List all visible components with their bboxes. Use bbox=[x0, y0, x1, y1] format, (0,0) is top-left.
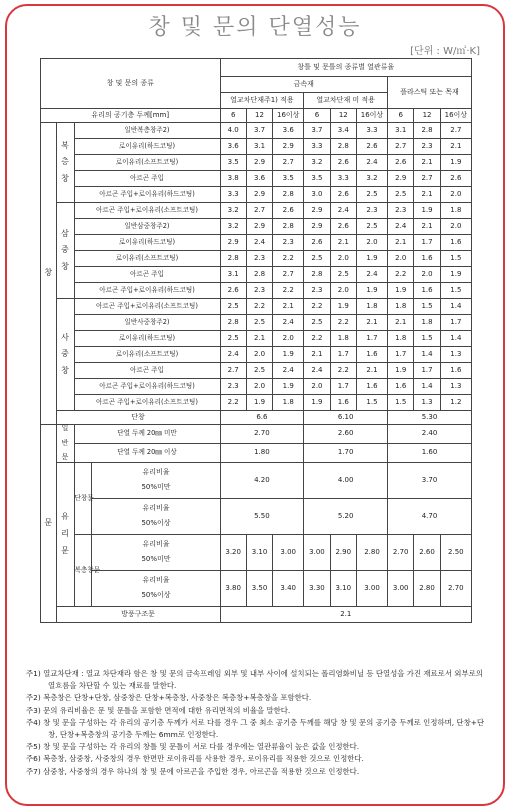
u-value: 3.7 bbox=[246, 123, 272, 139]
u-value: 1.5 bbox=[440, 251, 471, 267]
u-value: 6.10 bbox=[304, 411, 388, 425]
u-value: 3.70 bbox=[388, 462, 472, 498]
u-value: 2.4 bbox=[356, 155, 387, 171]
u-value: 3.2 bbox=[304, 155, 330, 171]
u-value: 2.9 bbox=[246, 219, 272, 235]
door-type-name: 단열 두께 20㎜ 미만 bbox=[74, 425, 220, 444]
u-value: 2.1 bbox=[414, 155, 440, 171]
header-kind: 창 및 문의 종류 bbox=[41, 59, 221, 109]
insulation-table bbox=[40, 58, 472, 623]
header-gap: 12 bbox=[330, 109, 356, 123]
u-value: 2.0 bbox=[388, 251, 414, 267]
u-value: 1.7 bbox=[356, 331, 387, 347]
u-value: 3.1 bbox=[388, 123, 414, 139]
u-value: 4.70 bbox=[388, 498, 472, 534]
u-value: 2.2 bbox=[330, 315, 356, 331]
u-value: 2.2 bbox=[330, 363, 356, 379]
u-value: 1.5 bbox=[440, 283, 471, 299]
table-row bbox=[41, 139, 472, 155]
glass-type-name: 로이유리(소프트코팅) bbox=[74, 155, 220, 171]
u-value: 2.40 bbox=[388, 425, 472, 444]
u-value: 1.6 bbox=[440, 235, 471, 251]
glass-type-name: 아르곤 주입+로이유리(소프트코팅) bbox=[74, 203, 220, 219]
u-value: 1.7 bbox=[440, 315, 471, 331]
glass-type-name: 아르곤 주입+로이유리(소프트코팅) bbox=[74, 395, 220, 411]
u-value: 3.5 bbox=[220, 155, 246, 171]
u-value: 2.7 bbox=[246, 203, 272, 219]
u-value: 1.3 bbox=[440, 379, 471, 395]
table-row bbox=[41, 203, 472, 219]
table-row bbox=[41, 570, 472, 606]
u-value: 3.6 bbox=[246, 171, 272, 187]
u-value: 1.8 bbox=[356, 299, 387, 315]
glass-type-name: 아르곤 주입+로이유리(하드코팅) bbox=[74, 379, 220, 395]
subcategory-label: 복 층 창 bbox=[56, 123, 74, 203]
u-value: 1.9 bbox=[440, 267, 471, 283]
u-value: 1.2 bbox=[440, 395, 471, 411]
u-value: 2.2 bbox=[304, 331, 330, 347]
u-value: 2.6 bbox=[304, 235, 330, 251]
glass-type-name: 일반복층창주2) bbox=[74, 123, 220, 139]
u-value: 3.50 bbox=[246, 570, 272, 606]
u-value: 2.1 bbox=[440, 139, 471, 155]
table-row bbox=[41, 462, 472, 498]
u-value: 1.7 bbox=[388, 347, 414, 363]
header-frame-type: 창틀 및 문틀의 종류별 열관류율 bbox=[220, 59, 471, 77]
header-gap: 6 bbox=[304, 109, 330, 123]
u-value: 2.6 bbox=[356, 139, 387, 155]
table-row bbox=[41, 425, 472, 444]
u-value: 1.4 bbox=[414, 379, 440, 395]
u-value: 2.3 bbox=[388, 203, 414, 219]
u-value: 2.1 bbox=[356, 363, 387, 379]
u-value: 1.9 bbox=[356, 251, 387, 267]
u-value: 2.2 bbox=[388, 267, 414, 283]
u-value: 2.5 bbox=[356, 187, 387, 203]
fire-door-label: 방풍구조문 bbox=[56, 606, 220, 622]
u-value: 1.5 bbox=[388, 395, 414, 411]
u-value: 2.1 bbox=[220, 606, 471, 622]
u-value: 2.60 bbox=[414, 534, 440, 570]
u-value: 2.5 bbox=[388, 187, 414, 203]
u-value: 1.9 bbox=[388, 283, 414, 299]
header-thermal-break-no: 열교차단재 미 적용 bbox=[304, 93, 388, 109]
u-value: 3.10 bbox=[246, 534, 272, 570]
u-value: 2.50 bbox=[440, 534, 471, 570]
u-value: 6.6 bbox=[220, 411, 304, 425]
u-value: 2.1 bbox=[273, 299, 304, 315]
u-value: 2.2 bbox=[304, 299, 330, 315]
u-value: 1.3 bbox=[414, 395, 440, 411]
u-value: 2.70 bbox=[220, 425, 304, 444]
u-value: 1.4 bbox=[414, 347, 440, 363]
u-value: 2.0 bbox=[440, 187, 471, 203]
u-value: 4.0 bbox=[220, 123, 246, 139]
u-value: 1.9 bbox=[414, 203, 440, 219]
u-value: 2.7 bbox=[440, 123, 471, 139]
u-value: 2.9 bbox=[246, 155, 272, 171]
glass-ratio: 유리비율 50%이상 bbox=[92, 498, 220, 534]
u-value: 3.8 bbox=[220, 171, 246, 187]
u-value: 2.4 bbox=[273, 315, 304, 331]
glass-type-name: 로이유리(하드코팅) bbox=[74, 139, 220, 155]
u-value: 2.3 bbox=[246, 251, 272, 267]
glass-ratio: 유리비율 50%미만 bbox=[92, 462, 220, 498]
footnote: 주1) 열교차단재 : 열교 차단재라 함은 창 및 문의 금속프레임 외부 및 내부 사이에 설치되는 폴리염화비닐 등 단열성을 가진 재료로서 외부로의 열흐름을 차단할 수 있는 재료를 말한다. bbox=[26, 669, 483, 691]
u-value: 2.4 bbox=[356, 267, 387, 283]
u-value: 2.2 bbox=[273, 251, 304, 267]
u-value: 2.4 bbox=[304, 363, 330, 379]
glass-ratio: 유리비율 50%이상 bbox=[92, 570, 220, 606]
u-value: 3.3 bbox=[304, 139, 330, 155]
u-value: 2.0 bbox=[330, 251, 356, 267]
u-value: 2.3 bbox=[220, 379, 246, 395]
u-value: 2.4 bbox=[388, 219, 414, 235]
glass-type-name: 아르곤 주입+로이유리(하드코팅) bbox=[74, 283, 220, 299]
u-value: 2.5 bbox=[356, 219, 387, 235]
u-value: 2.1 bbox=[414, 187, 440, 203]
footnote: 주5) 창 및 문을 구성하는 각 유리의 창틀 및 문틀이 서로 다를 경우에는 열관류율이 높은 값을 인정한다. bbox=[26, 742, 360, 752]
u-value: 3.5 bbox=[273, 171, 304, 187]
u-value: 2.6 bbox=[440, 171, 471, 187]
u-value: 2.0 bbox=[246, 379, 272, 395]
u-value: 3.80 bbox=[220, 570, 246, 606]
header-gap: 12 bbox=[246, 109, 272, 123]
table-row bbox=[41, 443, 472, 462]
u-value: 2.5 bbox=[330, 267, 356, 283]
u-value: 4.20 bbox=[220, 462, 304, 498]
u-value: 2.3 bbox=[273, 235, 304, 251]
category-door: 문 bbox=[41, 425, 57, 623]
glass-type-name: 아르곤 주입+로이유리(하드코팅) bbox=[74, 187, 220, 203]
u-value: 2.0 bbox=[356, 235, 387, 251]
table-row bbox=[41, 395, 472, 411]
u-value: 2.5 bbox=[304, 315, 330, 331]
glass-door-label: 유 리 문 bbox=[56, 462, 74, 606]
u-value: 1.6 bbox=[388, 379, 414, 395]
single-glass-door-label: 단창문 bbox=[74, 462, 92, 534]
table-row bbox=[41, 315, 472, 331]
table-row bbox=[41, 299, 472, 315]
table-row bbox=[41, 235, 472, 251]
u-value: 1.8 bbox=[388, 299, 414, 315]
table-row bbox=[41, 331, 472, 347]
u-value: 2.8 bbox=[220, 251, 246, 267]
u-value: 2.1 bbox=[246, 331, 272, 347]
u-value: 2.4 bbox=[246, 235, 272, 251]
u-value: 1.4 bbox=[440, 299, 471, 315]
u-value: 2.7 bbox=[414, 171, 440, 187]
u-value: 1.8 bbox=[330, 331, 356, 347]
u-value: 3.00 bbox=[388, 570, 414, 606]
u-value: 2.5 bbox=[220, 299, 246, 315]
u-value: 1.80 bbox=[220, 443, 304, 462]
u-value: 3.3 bbox=[220, 187, 246, 203]
u-value: 2.7 bbox=[273, 155, 304, 171]
u-value: 2.6 bbox=[220, 283, 246, 299]
u-value: 3.4 bbox=[330, 123, 356, 139]
u-value: 1.7 bbox=[330, 379, 356, 395]
u-value: 2.9 bbox=[220, 235, 246, 251]
u-value: 1.6 bbox=[356, 379, 387, 395]
u-value: 2.9 bbox=[273, 139, 304, 155]
page-title: 창 및 문의 단열성능 bbox=[148, 15, 362, 40]
u-value: 2.1 bbox=[304, 347, 330, 363]
u-value: 3.6 bbox=[220, 139, 246, 155]
u-value: 1.3 bbox=[440, 347, 471, 363]
u-value: 2.0 bbox=[330, 283, 356, 299]
table-row bbox=[41, 171, 472, 187]
u-value: 2.0 bbox=[273, 331, 304, 347]
u-value: 1.8 bbox=[388, 331, 414, 347]
footnote: 주2) 복층창은 단창+단창, 삼중창은 단창+복층창, 사중창은 복층창+복층창을 포함한다. bbox=[26, 693, 312, 703]
table-row bbox=[41, 363, 472, 379]
header-gap: 6 bbox=[388, 109, 414, 123]
u-value: 1.8 bbox=[440, 203, 471, 219]
u-value: 2.70 bbox=[440, 570, 471, 606]
u-value: 1.9 bbox=[246, 395, 272, 411]
u-value: 3.1 bbox=[246, 139, 272, 155]
u-value: 2.80 bbox=[414, 570, 440, 606]
table-row bbox=[41, 606, 472, 622]
u-value: 2.2 bbox=[220, 395, 246, 411]
u-value: 2.9 bbox=[388, 171, 414, 187]
u-value: 1.6 bbox=[356, 347, 387, 363]
u-value: 2.8 bbox=[304, 267, 330, 283]
u-value: 2.4 bbox=[273, 363, 304, 379]
u-value: 3.3 bbox=[330, 171, 356, 187]
table-row bbox=[41, 347, 472, 363]
u-value: 2.3 bbox=[356, 203, 387, 219]
table-row bbox=[41, 498, 472, 534]
glass-type-name: 일반사중창주2) bbox=[74, 315, 220, 331]
footnote: 주7) 삼중창, 사중창의 경우 하나의 창 및 문에 아르곤을 주입한 경우, 아르곤을 적용한 것으로 인정한다. bbox=[26, 766, 360, 776]
table-row bbox=[41, 59, 472, 77]
u-value: 2.0 bbox=[440, 219, 471, 235]
u-value: 3.3 bbox=[356, 123, 387, 139]
u-value: 3.30 bbox=[304, 570, 330, 606]
header-gap: 12 bbox=[414, 109, 440, 123]
u-value: 2.8 bbox=[414, 123, 440, 139]
glass-ratio: 유리비율 50%미만 bbox=[92, 534, 220, 570]
u-value: 3.40 bbox=[273, 570, 304, 606]
category-window: 창 bbox=[41, 123, 57, 425]
glass-type-name: 로이유리(소프트코팅) bbox=[74, 251, 220, 267]
table-row bbox=[41, 267, 472, 283]
u-value: 2.9 bbox=[246, 187, 272, 203]
u-value: 2.6 bbox=[330, 155, 356, 171]
u-value: 1.7 bbox=[414, 363, 440, 379]
u-value: 2.1 bbox=[356, 315, 387, 331]
u-value: 1.5 bbox=[414, 299, 440, 315]
u-value: 2.6 bbox=[388, 155, 414, 171]
glass-type-name: 아르곤 주입 bbox=[74, 267, 220, 283]
header-gap: 16이상 bbox=[356, 109, 387, 123]
u-value: 2.6 bbox=[273, 203, 304, 219]
u-value: 1.6 bbox=[414, 283, 440, 299]
footnote: 주4) 창 및 문을 구성하는 각 유리의 공기층 두께가 서로 다를 경우 그 중 최소 공기층 두께를 해당 창 및 문의 공기층 두께로 인정하며, 단창+단창, 단창+복층창의 공기층 두께는 6mm로 인정한다. bbox=[26, 717, 485, 740]
u-value: 1.6 bbox=[330, 395, 356, 411]
u-value: 5.30 bbox=[388, 411, 472, 425]
u-value: 2.5 bbox=[220, 331, 246, 347]
u-value: 1.5 bbox=[356, 395, 387, 411]
u-value: 2.3 bbox=[304, 283, 330, 299]
double-glass-door-label: 복층창문 bbox=[74, 534, 92, 606]
u-value: 1.6 bbox=[440, 363, 471, 379]
footnote: 주3) 문의 유리비율은 문 및 문틀을 포함한 면적에 대한 유리면적의 비율을 말한다. bbox=[26, 705, 291, 715]
u-value: 3.2 bbox=[220, 203, 246, 219]
table-row bbox=[41, 187, 472, 203]
header-air-gap: 유리의 공기층 두께[mm] bbox=[41, 109, 221, 123]
table-row bbox=[41, 155, 472, 171]
u-value: 2.4 bbox=[220, 347, 246, 363]
footnotes bbox=[26, 668, 486, 778]
u-value: 2.3 bbox=[414, 139, 440, 155]
u-value: 3.00 bbox=[304, 534, 330, 570]
u-value: 1.8 bbox=[414, 315, 440, 331]
u-value: 1.5 bbox=[414, 331, 440, 347]
u-value: 2.0 bbox=[304, 379, 330, 395]
u-value: 1.9 bbox=[304, 395, 330, 411]
u-value: 1.9 bbox=[356, 283, 387, 299]
glass-type-name: 아르곤 주입 bbox=[74, 363, 220, 379]
table-row bbox=[41, 251, 472, 267]
u-value: 2.0 bbox=[414, 267, 440, 283]
glass-type-name: 로이유리(하드코팅) bbox=[74, 235, 220, 251]
u-value: 3.0 bbox=[304, 187, 330, 203]
u-value: 2.2 bbox=[246, 299, 272, 315]
glass-type-name: 일반삼중창주2) bbox=[74, 219, 220, 235]
subcategory-label: 사 중 창 bbox=[56, 299, 74, 411]
u-value: 2.9 bbox=[304, 219, 330, 235]
u-value: 2.90 bbox=[330, 534, 356, 570]
u-value: 2.2 bbox=[273, 283, 304, 299]
glass-type-name: 로이유리(하드코팅) bbox=[74, 331, 220, 347]
u-value: 2.80 bbox=[356, 534, 387, 570]
u-value: 5.50 bbox=[220, 498, 304, 534]
table-row bbox=[41, 123, 472, 139]
u-value: 2.1 bbox=[388, 315, 414, 331]
table-row bbox=[41, 534, 472, 570]
header-plastic-wood: 플라스틱 또는 목재 bbox=[388, 77, 472, 109]
glass-type-name: 로이유리(소프트코팅) bbox=[74, 347, 220, 363]
u-value: 2.8 bbox=[330, 139, 356, 155]
header-metal: 금속재 bbox=[220, 77, 388, 93]
header-gap: 16이상 bbox=[440, 109, 471, 123]
u-value: 1.8 bbox=[273, 395, 304, 411]
u-value: 2.5 bbox=[246, 315, 272, 331]
header-gap: 16이상 bbox=[273, 109, 304, 123]
header-thermal-break-yes: 열교차단재주1) 적용 bbox=[220, 93, 304, 109]
subcategory-label: 삼 중 창 bbox=[56, 203, 74, 299]
u-value: 2.7 bbox=[388, 139, 414, 155]
u-value: 2.7 bbox=[220, 363, 246, 379]
u-value: 1.7 bbox=[414, 235, 440, 251]
u-value: 3.00 bbox=[273, 534, 304, 570]
u-value: 3.20 bbox=[220, 534, 246, 570]
u-value: 2.5 bbox=[246, 363, 272, 379]
u-value: 2.5 bbox=[304, 251, 330, 267]
u-value: 3.10 bbox=[330, 570, 356, 606]
u-value: 2.60 bbox=[304, 425, 388, 444]
u-value: 2.9 bbox=[304, 203, 330, 219]
single-door-label: 일 반 문 bbox=[56, 425, 74, 463]
u-value: 1.9 bbox=[388, 363, 414, 379]
u-value: 5.20 bbox=[304, 498, 388, 534]
u-value: 2.7 bbox=[273, 267, 304, 283]
u-value: 1.60 bbox=[388, 443, 472, 462]
door-type-name: 단열 두께 20㎜ 이상 bbox=[74, 443, 220, 462]
u-value: 1.6 bbox=[414, 251, 440, 267]
u-value: 2.1 bbox=[414, 219, 440, 235]
u-value: 1.4 bbox=[440, 331, 471, 347]
u-value: 3.5 bbox=[304, 171, 330, 187]
u-value: 1.9 bbox=[330, 299, 356, 315]
table-row bbox=[41, 283, 472, 299]
header-gap: 6 bbox=[220, 109, 246, 123]
glass-type-name: 아르곤 주입+로이유리(소프트코팅) bbox=[74, 299, 220, 315]
u-value: 2.1 bbox=[388, 235, 414, 251]
u-value: 2.4 bbox=[330, 203, 356, 219]
u-value: 3.00 bbox=[356, 570, 387, 606]
u-value: 2.6 bbox=[330, 219, 356, 235]
unit-label: [단위 : W/㎡·K] bbox=[410, 46, 480, 57]
u-value: 2.8 bbox=[273, 219, 304, 235]
u-value: 2.1 bbox=[330, 235, 356, 251]
footnote: 주6) 복층창, 삼중창, 사중창의 경우 한면만 로이유리를 사용한 경우, 로이유리를 적용한 것으로 인정한다. bbox=[26, 754, 364, 764]
single-window-label: 단창 bbox=[56, 411, 220, 425]
u-value: 2.70 bbox=[388, 534, 414, 570]
u-value: 3.2 bbox=[220, 219, 246, 235]
u-value: 4.00 bbox=[304, 462, 388, 498]
u-value: 1.9 bbox=[273, 379, 304, 395]
u-value: 3.6 bbox=[273, 123, 304, 139]
u-value: 1.70 bbox=[304, 443, 388, 462]
u-value: 1.9 bbox=[273, 347, 304, 363]
table-row bbox=[41, 219, 472, 235]
u-value: 3.7 bbox=[304, 123, 330, 139]
u-value: 1.9 bbox=[440, 155, 471, 171]
glass-type-name: 아르곤 주입 bbox=[74, 171, 220, 187]
table-row bbox=[41, 379, 472, 395]
u-value: 3.1 bbox=[220, 267, 246, 283]
table-row bbox=[41, 411, 472, 425]
u-value: 2.8 bbox=[220, 315, 246, 331]
u-value: 2.8 bbox=[273, 187, 304, 203]
u-value: 2.6 bbox=[330, 187, 356, 203]
u-value: 2.0 bbox=[246, 347, 272, 363]
table-row bbox=[41, 109, 472, 123]
u-value: 2.8 bbox=[246, 267, 272, 283]
u-value: 3.2 bbox=[356, 171, 387, 187]
u-value: 1.7 bbox=[330, 347, 356, 363]
u-value: 2.3 bbox=[246, 283, 272, 299]
